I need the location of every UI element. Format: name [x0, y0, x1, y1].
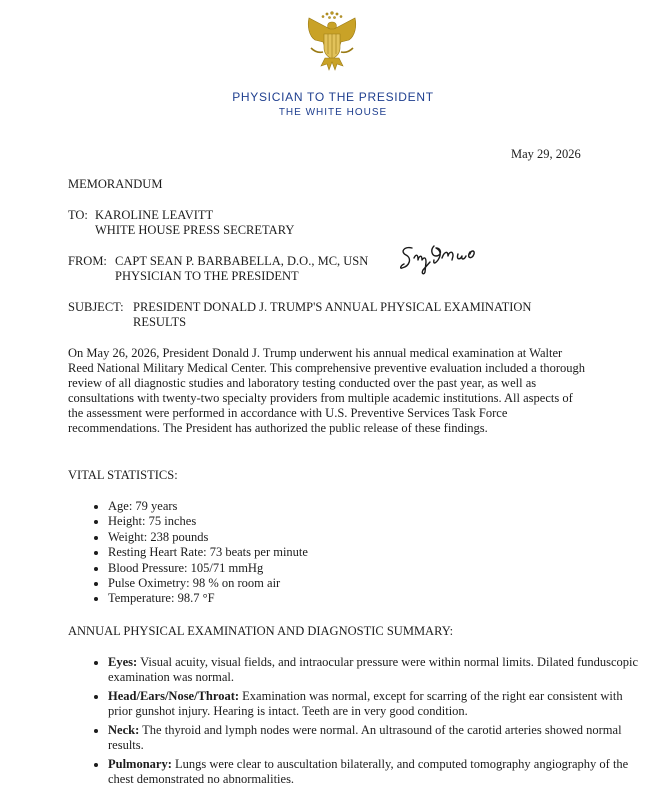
vital-pulse-oximetry: • Pulse Oximetry: 98 % on room air [108, 576, 308, 591]
exam-label: Pulmonary: [108, 757, 172, 771]
intro-paragraph: On May 26, 2026, President Donald J. Trump underwent his annual medical examination at Walter Reed National Military Medical Center. This comprehensive preventive evaluation included a thorough review of all diagnostic studies and laboratory testing conducted over the past year, as well as consultations with twenty-two specialty providers from multiple academic institutions. All aspects of the assessment were performed in accordance with U.S. Preventive Services Task Force recommendations. The President has authorized the public release of these findings. [68, 346, 585, 435]
letterhead-title: PHYSICIAN TO THE PRESIDENT [232, 90, 434, 104]
vital-weight: • Weight: 238 pounds [108, 530, 308, 545]
exam-item-pulmonary [108, 757, 648, 787]
presidential-seal-icon [303, 8, 361, 74]
vital-height: • Height: 75 inches [108, 514, 308, 529]
to-label: TO: [68, 208, 88, 222]
subject-line-2: RESULTS [133, 315, 187, 329]
signature [398, 240, 490, 276]
from-label: FROM: [68, 254, 107, 268]
memo-label: MEMORANDUM [68, 177, 163, 191]
letterhead-subtitle: THE WHITE HOUSE [278, 107, 388, 118]
vital-heart-rate: • Resting Heart Rate: 73 beats per minute [108, 545, 308, 560]
vitals-heading: VITAL STATISTICS: [68, 468, 178, 482]
vital-blood-pressure: • Blood Pressure: 105/71 mmHg [108, 561, 308, 576]
exam-label: Neck: [108, 723, 140, 737]
exam-heading: ANNUAL PHYSICAL EXAMINATION AND DIAGNOSTIC SUMMARY: [68, 624, 454, 638]
exam-label: Eyes: [108, 655, 138, 669]
vital-temperature: • Temperature: 98.7 °F [108, 591, 308, 606]
to-name: KAROLINE LEAVITT [95, 208, 214, 222]
exam-item-heent [108, 689, 648, 719]
exam-item-neck [108, 723, 648, 753]
memo-date: May 29, 2026 [511, 147, 581, 161]
exam-list [68, 655, 648, 791]
from-title: PHYSICIAN TO THE PRESIDENT [115, 269, 299, 283]
exam-text: The thyroid and lymph nodes were normal. An ultrasound of the carotid arteries showed normal results. [108, 723, 622, 752]
from-name: CAPT SEAN P. BARBABELLA, D.O., MC, USN [115, 254, 369, 268]
exam-text: Visual acuity, visual fields, and intraocular pressure were within normal limits. Dilated funduscopic examination was normal. [108, 655, 639, 684]
exam-text: Examination was normal, except for scarring of the right ear consistent with prior gunshot injury. Hearing is intact. Teeth are in very good condition. [108, 689, 623, 718]
exam-item-eyes [108, 655, 648, 685]
to-title: WHITE HOUSE PRESS SECRETARY [95, 223, 295, 237]
vitals-list [68, 499, 308, 607]
subject-label: SUBJECT: [68, 300, 124, 314]
exam-text: Lungs were clear to auscultation bilaterally, and computed tomography angiography of the chest demonstrated no abnormalities. [108, 757, 629, 786]
exam-label: Head/Ears/Nose/Throat: [108, 689, 240, 703]
vital-age: • Age: 79 years [108, 499, 308, 514]
subject-line-1: PRESIDENT DONALD J. TRUMP'S ANNUAL PHYSICAL EXAMINATION [133, 300, 532, 314]
